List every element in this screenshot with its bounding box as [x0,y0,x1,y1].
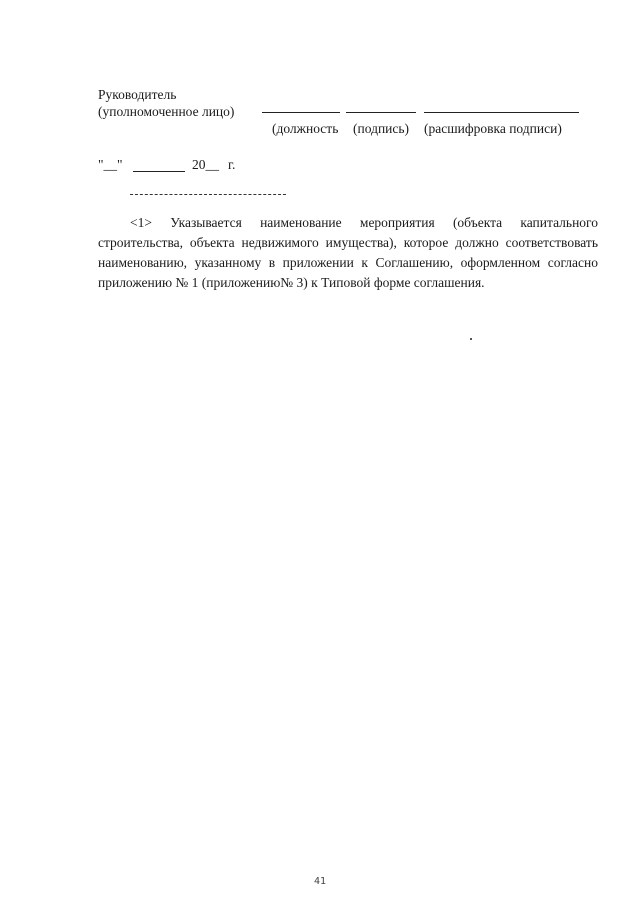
decoding-blank-line [424,112,579,113]
position-blank-line [262,112,340,113]
date-month-blank-line [133,171,185,172]
date-day-placeholder: "__" [98,157,123,172]
position-caption: (должность [272,121,339,136]
date-year-suffix: г. [228,157,236,172]
decoding-caption: (расшифровка подписи) [424,121,562,136]
page-number: 41 [313,876,327,887]
footnote-separator [130,194,286,195]
signer-role-title: Руководитель [98,87,177,102]
signature-caption: (подпись) [353,121,410,136]
footnote-text: <1> Указывается наименование мероприятия (объекта капитального строительства, объекта недвижимого имущества), которое должно соответствовать наименованию, указанному в приложении к Соглашению, оформленном согласно приложению № 1 (приложению№ 3) к Типовой форме соглашения. [98,215,598,290]
signature-blank-line [346,112,416,113]
scan-speck [470,338,472,340]
signer-role-subtitle: (уполномоченное лицо) [98,104,235,119]
date-year-prefix: 20__ [192,157,219,172]
